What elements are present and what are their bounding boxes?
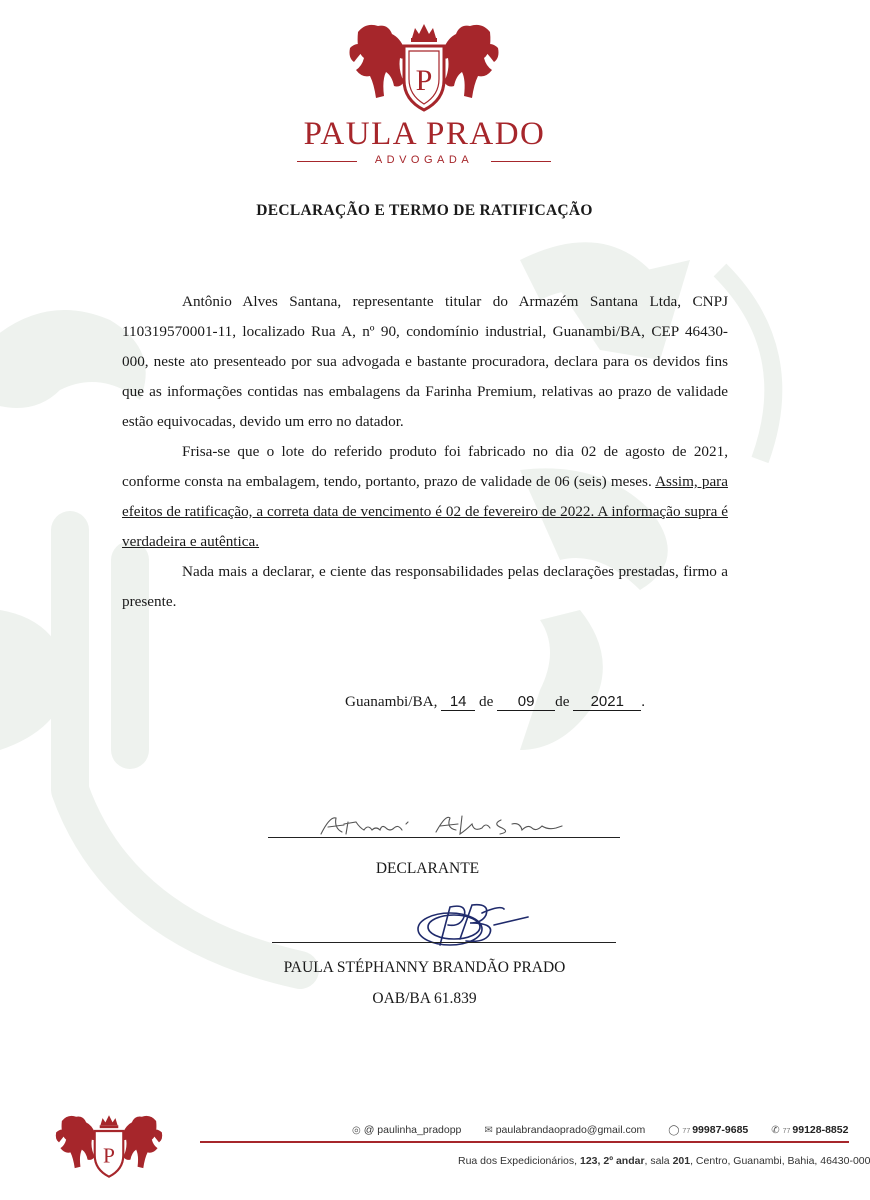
footer-lion-crest-icon: [50, 1111, 168, 1181]
date-month-field: 09: [497, 693, 555, 711]
date-separator: de: [555, 693, 570, 710]
paragraph-ratification: [122, 437, 728, 557]
footer-divider: [200, 1141, 849, 1143]
date-line: [345, 693, 645, 711]
ratification-text: Frisa-se que o lote do referido produto foi fabricado no dia 02 de agosto de 2021, conforme consta na embalagem, tendo, portanto, prazo de validade de 06 (seis) meses.: [122, 443, 728, 490]
instagram-contact[interactable]: ◎ @ paulinha_pradopp: [352, 1124, 462, 1136]
svg-text:P: P: [415, 64, 433, 97]
whatsapp-icon: ◯: [668, 1125, 680, 1136]
brand-subtitle-block: [297, 154, 551, 170]
lawyer-signature-line: [272, 942, 616, 943]
date-city: Guanambi/BA,: [345, 693, 438, 710]
phone-icon: ✆: [771, 1125, 780, 1136]
footer-address: Rua dos Expedicionários, 123, 2º andar, sala 201, Centro, Guanambi, Bahia, 46430-000: [458, 1155, 870, 1167]
ratification-highlight: Assim, para efeitos de ratificação, a correta data de vencimento é 02 de fevereiro de 2022. A informação supra é verdadeira e autêntica.: [122, 473, 728, 550]
signature-area: [0, 790, 849, 1030]
lawyer-oab-number: OAB/BA 61.839: [372, 990, 477, 1007]
date-separator: de: [478, 693, 494, 710]
brand-name: PAULA PRADO: [303, 116, 546, 152]
document-title: DECLARAÇÃO E TERMO DE RATIFICAÇÃO: [256, 202, 593, 219]
declarant-label: DECLARANTE: [375, 860, 480, 877]
paragraph-declaration: Antônio Alves Santana, representante titular do Armazém Santana Ltda, CNPJ 110319570001-11, localizado Rua A, nº 90, condomínio industrial, Guanambi/BA, CEP 46430-000, neste ato presenteado por sua advogada e bastante procuradora, declara para os devidos fins que as informações contidas nas embalagens da Farinha Premium, relativas ao prazo de validade estão equivocadas, devido um erro no datador.: [122, 293, 728, 430]
brand-subtitle: ADVOGADA: [374, 154, 474, 166]
lawyer-name: PAULA STÉPHANNY BRANDÃO PRADO: [283, 959, 566, 976]
svg-text:P: P: [103, 1143, 115, 1168]
declaration-body: [122, 287, 728, 617]
email-icon: ✉: [484, 1125, 493, 1136]
declarant-signature-line: [268, 837, 620, 838]
date-day-field: 14: [441, 693, 475, 711]
instagram-icon: ◎: [352, 1125, 361, 1136]
letterhead-footer: [0, 1105, 870, 1200]
phone-contact[interactable]: ✆ 77 99128-8852: [771, 1124, 849, 1136]
footer-contacts: [352, 1124, 868, 1136]
lawyer-signature: [410, 895, 535, 955]
letterhead-logo: [0, 18, 849, 166]
lion-crest-icon: [348, 18, 500, 116]
date-end: .: [641, 693, 646, 710]
email-contact[interactable]: ✉ paulabrandaoprado@gmail.com: [484, 1124, 646, 1136]
declarant-signature: [316, 810, 566, 840]
divider: [491, 161, 551, 162]
whatsapp-contact[interactable]: ◯ 77 99987-9685: [668, 1124, 749, 1136]
paragraph-closing: Nada mais a declarar, e ciente das responsabilidades pelas declarações prestadas, firmo a presente.: [122, 563, 728, 610]
date-year-field: 2021: [573, 693, 641, 711]
